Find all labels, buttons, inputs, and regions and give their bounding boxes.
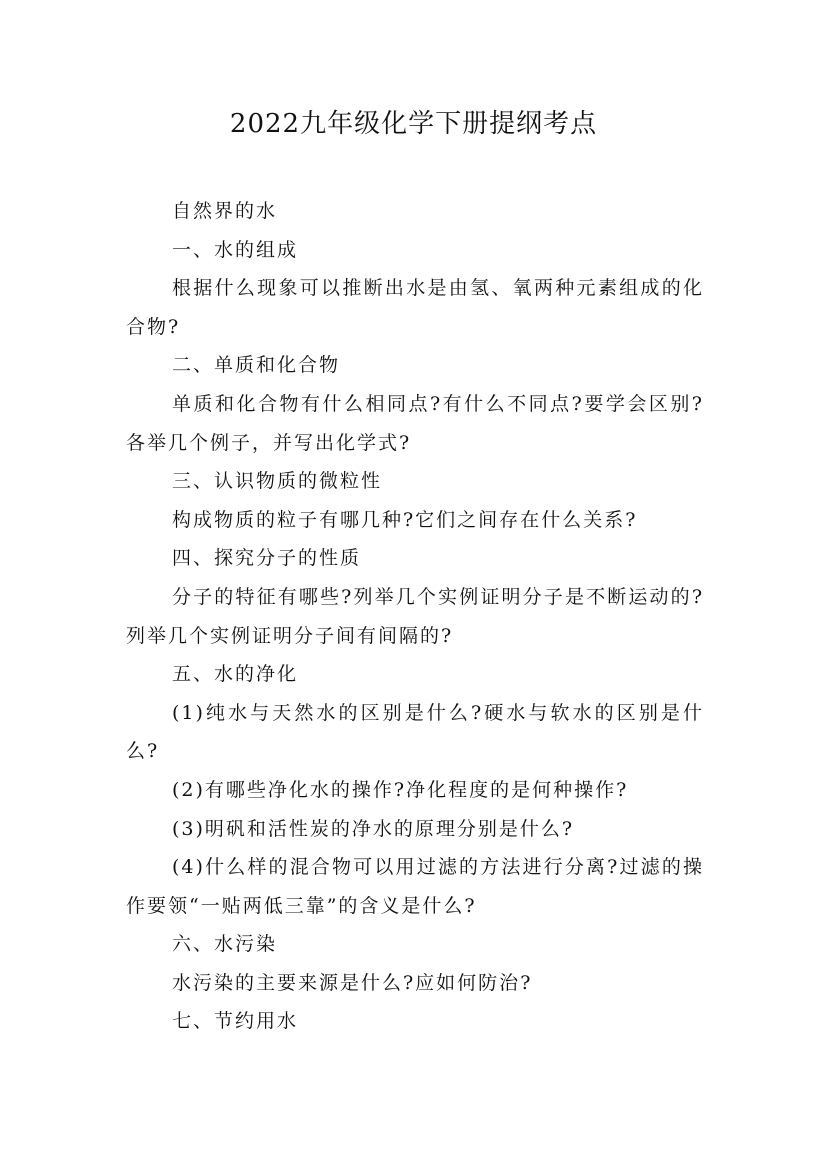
section-heading: 一、水的组成 (172, 238, 299, 261)
section-heading: 自然界的水 (172, 200, 278, 222)
document-title: 2022九年级化学下册提纲考点 (229, 109, 598, 139)
section-heading: 六、水污染 (172, 933, 278, 956)
question-paragraph: 水污染的主要来源是什么?应如何防治? (172, 971, 533, 994)
question-paragraph: (3)明矾和活性炭的净水的原理分别是什么? (172, 817, 575, 840)
question-paragraph: 分子的特征有哪些?列举几个实例证明分子是不断运动的?列举几个实例证明分子间有间隔的? (126, 585, 704, 647)
section-heading: 七、节约用水 (172, 1010, 299, 1033)
question-paragraph: (4)什么样的混合物可以用过滤的方法进行分离?过滤的操作要领“一贴两低三靠”的含义是什么? (126, 856, 704, 917)
question-paragraph: 根据什么现象可以推断出水是由氢、氧两种元素组成的化合物? (126, 277, 704, 338)
section-heading: 四、探究分子的性质 (172, 547, 362, 570)
section-heading: 五、水的净化 (172, 663, 299, 686)
document-body (126, 192, 704, 1041)
section-heading: 二、单质和化合物 (172, 354, 341, 377)
section-heading: 三、认识物质的微粒性 (172, 470, 383, 493)
question-paragraph: 单质和化合物有什么相同点?有什么不同点?要学会区别?各举几个例子，并写出化学式? (126, 392, 704, 454)
question-paragraph: (1)纯水与天然水的区别是什么?硬水与软水的区别是什么? (126, 701, 704, 763)
question-paragraph: (2)有哪些净化水的操作?净化程度的是何种操作? (172, 778, 629, 801)
question-paragraph: 构成物质的粒子有哪几种?它们之间存在什么关系? (172, 508, 638, 531)
